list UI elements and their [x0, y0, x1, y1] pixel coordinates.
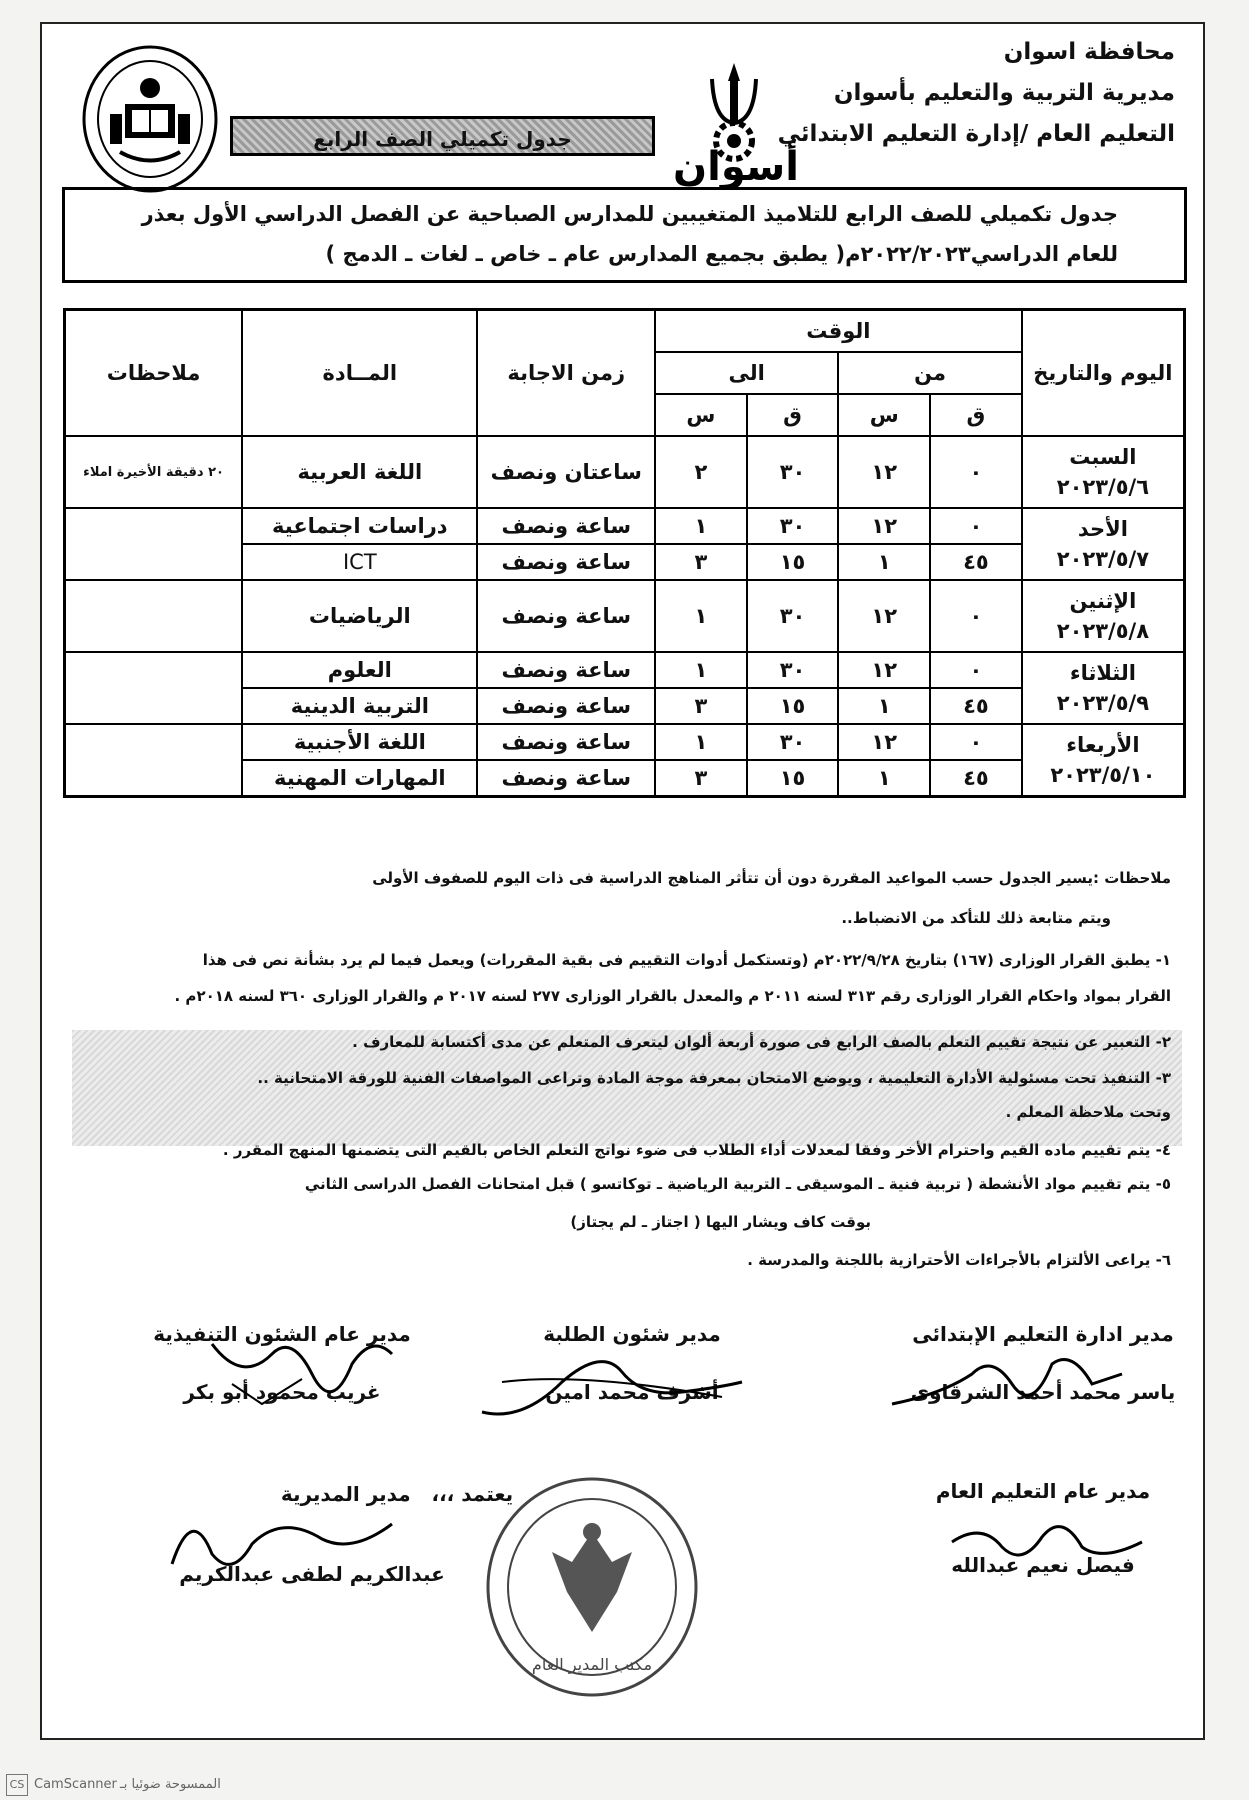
description-box	[62, 187, 1187, 283]
note-line: ٤- يتم تقييم ماده القيم واحترام الأخر وفقا لمعدلات أداء الطلاب فى ضوء نواتج التعلم الخاص بالقيم التى يتضمنها المنهج المقرر .	[222, 1141, 1171, 1159]
note-cell	[65, 724, 243, 797]
to-q-cell: ٣٠	[747, 724, 839, 760]
header-duration: زمن الاجابة	[477, 310, 655, 437]
header-directorate: مديرية التربية والتعليم بأسوان	[833, 80, 1175, 106]
day-cell	[1022, 724, 1185, 797]
header-from-s: س	[838, 394, 930, 436]
day-name: الإثنين	[1069, 589, 1137, 613]
duration-cell: ساعتان ونصف	[477, 436, 655, 508]
header-to: الى	[655, 352, 838, 394]
header-administration: التعليم العام /إدارة التعليم الابتدائي	[777, 121, 1175, 147]
header-from: من	[838, 352, 1021, 394]
to-s-cell: ٣	[655, 760, 747, 797]
document-page	[40, 22, 1205, 1740]
day-date: ٢٠٢٣/٥/٧	[1056, 547, 1150, 571]
signature-name: أشرف محمد امين	[545, 1380, 719, 1404]
subject-cell: اللغة العربية	[242, 436, 477, 508]
day-date: ٢٠٢٣/٥/٩	[1056, 691, 1150, 715]
to-s-cell: ١	[655, 724, 747, 760]
official-stamp	[482, 1472, 702, 1702]
table-row	[65, 508, 1185, 544]
duration-cell: ساعة ونصف	[477, 508, 655, 544]
from-q-cell: ٠	[930, 580, 1022, 652]
handwritten-signature	[882, 1344, 1142, 1424]
duration-cell: ساعة ونصف	[477, 688, 655, 724]
header-day-date: اليوم والتاريخ	[1022, 310, 1185, 437]
signature-title: مدير المديرية	[280, 1482, 411, 1506]
camscanner-icon: CS	[6, 1774, 28, 1796]
signature-name: غريب محمود أبو بكر	[183, 1380, 381, 1404]
to-q-cell: ١٥	[747, 760, 839, 797]
subject-cell: التربية الدينية	[242, 688, 477, 724]
day-name: السبت	[1069, 445, 1137, 469]
from-q-cell: ٤٥	[930, 688, 1022, 724]
day-cell	[1022, 580, 1185, 652]
to-q-cell: ٣٠	[747, 508, 839, 544]
to-s-cell: ٣	[655, 544, 747, 580]
day-date: ٢٠٢٣/٥/٦	[1056, 475, 1150, 499]
subject-cell: الرياضيات	[242, 580, 477, 652]
header-from-q: ق	[930, 394, 1022, 436]
table-row	[65, 724, 1185, 760]
from-s-cell: ١٢	[838, 508, 930, 544]
table-row	[65, 580, 1185, 652]
to-s-cell: ٣	[655, 688, 747, 724]
signature-title: مدير عام التعليم العام	[935, 1479, 1151, 1503]
duration-cell: ساعة ونصف	[477, 652, 655, 688]
signature-name: ياسر محمد أحمد الشرقاوى	[910, 1380, 1176, 1404]
camscanner-scanned-label: الممسوحة ضوئيا بـ	[120, 1777, 221, 1792]
signature-name: فيصل نعيم عبدالله	[951, 1553, 1135, 1577]
stamp-text: مكتب المدير العام	[531, 1655, 653, 1674]
education-seal-logo	[80, 44, 220, 194]
header-to-s: س	[655, 394, 747, 436]
from-s-cell: ١	[838, 688, 930, 724]
table-row	[65, 652, 1185, 688]
subject-cell: اللغة الأجنبية	[242, 724, 477, 760]
note-line: ٥- يتم تقييم مواد الأنشطة ( تربية فنية ـ الموسيقى ـ التربية الرياضية ـ توكاتسو ) قبل امتحانات الفصل الدراسى الثاني	[304, 1175, 1171, 1193]
note-cell	[65, 580, 243, 652]
day-name: الأربعاء	[1066, 733, 1140, 757]
description-line-2: للعام الدراسي٢٠٢٢/٢٠٢٣م( يطبق بجميع المدارس عام ـ خاص ـ لغات ـ الدمج )	[325, 242, 1118, 266]
to-q-cell: ٣٠	[747, 580, 839, 652]
day-cell	[1022, 652, 1185, 724]
notes-block	[71, 866, 1171, 1272]
from-s-cell: ١٢	[838, 580, 930, 652]
note-cell	[65, 508, 243, 580]
day-cell	[1022, 508, 1185, 580]
note-line: ملاحظات :يسير الجدول حسب المواعيد المقررة دون أن تتأثر المناهج الدراسية فى ذات اليوم للصفوف الأولى	[372, 869, 1171, 887]
from-s-cell: ١	[838, 544, 930, 580]
from-q-cell: ٠	[930, 724, 1022, 760]
to-s-cell: ١	[655, 508, 747, 544]
header-governorate: محافظة اسوان	[1003, 39, 1175, 65]
duration-cell: ساعة ونصف	[477, 724, 655, 760]
approve-label: يعتمد ،،،	[431, 1482, 514, 1506]
note-line: ٣- التنفيذ تحت مسئولية الأدارة التعليمية ، ويوضع الامتحان بمعرفة موجة المادة وتراعى المواصفات الفنية للورقة الامتحانية ..	[257, 1069, 1171, 1087]
camscanner-footer	[0, 1772, 1249, 1800]
to-q-cell: ١٥	[747, 544, 839, 580]
day-name: الأحد	[1077, 517, 1128, 541]
title-box: جدول تكميلي الصف الرابع	[230, 116, 655, 156]
note-line: بوقت كاف ويشار اليها ( اجتاز ـ لم يجتاز)	[570, 1213, 871, 1231]
day-date: ٢٠٢٣/٥/١٠	[1050, 763, 1156, 787]
duration-cell: ساعة ونصف	[477, 580, 655, 652]
to-q-cell: ١٥	[747, 688, 839, 724]
note-line: ١- يطبق القرار الوزارى (١٦٧) بتاريخ ٢٠٢٢/٩/٢٨م (وتستكمل أدوات التقييم فى بقية المقررات) ويعمل فيما لم يرد بشأنة نص فى هذا	[202, 951, 1171, 969]
from-s-cell: ١٢	[838, 652, 930, 688]
day-name: الثلاثاء	[1069, 661, 1136, 685]
header-block	[778, 32, 1175, 155]
camscanner-app-name: CamScanner	[34, 1777, 117, 1792]
table-row	[65, 436, 1185, 508]
from-s-cell: ١٢	[838, 724, 930, 760]
to-q-cell: ٣٠	[747, 436, 839, 508]
note-line: وتحت ملاحظة المعلم .	[1005, 1103, 1171, 1121]
to-s-cell: ١	[655, 652, 747, 688]
header-to-q: ق	[747, 394, 839, 436]
handwritten-signature	[942, 1502, 1162, 1572]
note-line: ويتم متابعة ذلك للتأكد من الانضباط..	[841, 909, 1111, 927]
header-time: الوقت	[655, 310, 1022, 353]
signature-title: مدير عام الشئون التنفيذية	[153, 1322, 411, 1346]
schedule-table	[63, 308, 1186, 798]
handwritten-signature	[152, 1494, 412, 1584]
from-q-cell: ٤٥	[930, 760, 1022, 797]
day-date: ٢٠٢٣/٥/٨	[1056, 619, 1150, 643]
from-q-cell: ٠	[930, 436, 1022, 508]
aswan-logo-word: أسوان	[673, 144, 799, 190]
signature-title: مدير ادارة التعليم الإبتدائى	[912, 1322, 1174, 1346]
subject-cell: العلوم	[242, 652, 477, 688]
duration-cell: ساعة ونصف	[477, 760, 655, 797]
handwritten-signature	[182, 1324, 412, 1424]
to-q-cell: ٣٠	[747, 652, 839, 688]
from-q-cell: ٠	[930, 508, 1022, 544]
signature-name: عبدالكريم لطفى عبدالكريم	[179, 1562, 445, 1586]
duration-cell: ساعة ونصف	[477, 544, 655, 580]
from-s-cell: ١	[838, 760, 930, 797]
table-header-row	[65, 310, 1185, 353]
header-notes: ملاحظات	[65, 310, 243, 437]
to-s-cell: ١	[655, 580, 747, 652]
handwritten-signature	[462, 1342, 762, 1432]
header-subject: المــادة	[242, 310, 477, 437]
note-line: ٢- التعبير عن نتيجة تقييم التعلم بالصف الرابع فى صورة أربعة ألوان ليتعرف المتعلم عن مدى أكتسابة للمعارف .	[352, 1033, 1171, 1051]
note-line: القرار بمواد واحكام القرار الوزارى رقم ٣١٣ لسنه ٢٠١١ م والمعدل بالقرار الوزارى ٢٧٧ لسنه ٢٠١٧ م والقرار الوزارى ٣٦٠ لسنه ٢٠١٨م .	[174, 987, 1171, 1005]
to-s-cell: ٢	[655, 436, 747, 508]
note-cell: ٢٠ دقيقة الأخيرة املاء	[65, 436, 243, 508]
subject-cell: ICT	[242, 544, 477, 580]
description-line-1: جدول تكميلي للصف الرابع للتلاميذ المتغيبين للمدارس الصباحية عن الفصل الدراسي الأول بعذر	[141, 202, 1118, 226]
subject-cell: دراسات اجتماعية	[242, 508, 477, 544]
from-s-cell: ١٢	[838, 436, 930, 508]
day-cell	[1022, 436, 1185, 508]
note-cell	[65, 652, 243, 724]
note-line: ٦- يراعى الألتزام بالأجراءات الأحترازية باللجنة والمدرسة .	[747, 1251, 1171, 1269]
subject-cell: المهارات المهنية	[242, 760, 477, 797]
from-q-cell: ٤٥	[930, 544, 1022, 580]
from-q-cell: ٠	[930, 652, 1022, 688]
signature-title: مدير شئون الطلبة	[543, 1322, 721, 1346]
